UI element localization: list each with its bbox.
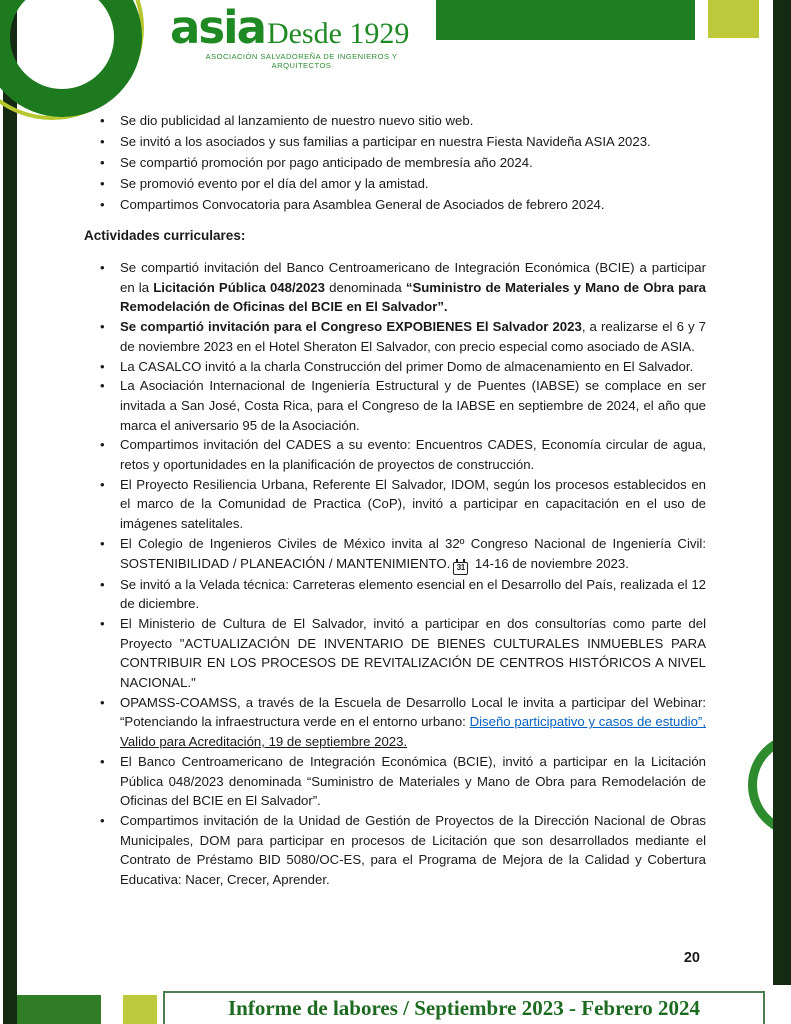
list-item: [84, 811, 706, 890]
text-segment: , a realizarse el 6 y 7 de noviembre 2023 en el Hotel Sheraton El Salvador, con precio especial como asociado de ASIA.: [120, 319, 706, 354]
list-item: [84, 357, 706, 377]
text-segment: El Banco Centroamericano de Integración Económica (BCIE), invitó a participar en la Licitación Pública 048/2023 denominada “Suministro de Materiales y Mano de Obra para Remodelación de Oficinas del BCIE en El Salvador”.: [120, 753, 706, 809]
text-segment: Se invitó a la Velada técnica: Carreteras elemento esencial en el Desarrollo del País, realizada el 12 de diciembre.: [120, 576, 706, 612]
list-item: [84, 752, 706, 811]
text-segment: Se compartió invitación para el Congreso EXPOBIENES El Salvador 2023: [120, 319, 582, 335]
list-item: [84, 614, 706, 693]
footer-title: Informe de labores / Septiembre 2023 - Febrero 2024: [227, 996, 701, 1020]
text-segment: Compartimos invitación del CADES a su evento: Encuentros CADES, Economía circular de agua, retos y oportunidades en la planificación de proyectos de construcción.: [120, 437, 706, 473]
logo-tagline: Desde 1929: [266, 17, 410, 50]
section-heading: Actividades curriculares:: [84, 228, 246, 243]
list-item: [84, 131, 706, 152]
webinar-link[interactable]: Diseño participativo y casos de estudio”,: [469, 714, 706, 730]
text-segment: Compartimos Convocatoria para Asamblea General de Asociados de febrero 2024.: [120, 197, 605, 212]
text-segment: “Suministro de Materiales y Mano de Obra para Remodelación de Oficinas del BCIE en El Salvador”.: [120, 279, 706, 315]
text-segment: La Asociación Internacional de Ingeniería Estructural y de Puentes (IABSE) se complace en ser invitada a San José, Costa Rica, para el Congreso de la IABSE en septiembre de 2024, el año que marca el aniversario 95 de la Asociación.: [120, 378, 706, 433]
page-number: 20: [683, 950, 700, 966]
text-segment: Se promovió evento por el día del amor y la amistad.: [120, 176, 429, 191]
text-segment: Se compartió promoción por pago anticipado de membresía año 2024.: [120, 155, 533, 170]
list-item: [84, 258, 706, 317]
list-item: [84, 575, 706, 614]
text-segment: denominada: [324, 279, 406, 295]
list-item: [84, 534, 706, 575]
intro-bullet-list: [84, 110, 706, 215]
list-item: [84, 110, 706, 131]
list-item: [84, 693, 706, 752]
activities-bullet-list: [84, 258, 706, 890]
text-segment: El Proyecto Resiliencia Urbana, Referente El Salvador, IDOM, según los procesos establecidos en el marco de la Comunidad de Practica (CoP), invitó a participar en capacitación en el uso de imágenes satelitales.: [120, 476, 706, 532]
text-segment: La CASALCO invitó a la charla Construcción del primer Domo de almacenamiento en El Salvador.: [120, 358, 694, 374]
list-item: [84, 435, 706, 474]
list-item: [84, 376, 706, 435]
left-edge-bar: [3, 0, 17, 1024]
top-green-rectangle: [436, 0, 695, 40]
text-segment: Compartimos invitación de la Unidad de Gestión de Proyectos de la Dirección Nacional de Obras Municipales, DOM para participar en procesos de Licitación que son desarrollados mediante el Contrato de Préstamo BID 5080/OC-ES, para el Programa de Mejora de la Calidad y Cobertura Educativa: Nacer, Crecer, Aprender.: [120, 812, 706, 888]
text-segment: 14-16 de noviembre 2023.: [471, 555, 629, 571]
list-item: [84, 173, 706, 194]
top-lime-square: [708, 0, 759, 38]
footer-lime-square: [123, 995, 157, 1024]
logo-wordmark: asia: [170, 1, 265, 54]
text-segment: Se dio publicidad al lanzamiento de nuestro nuevo sitio web.: [120, 113, 474, 128]
list-item: [84, 194, 706, 215]
text-segment: Valido para Acreditación, 19 de septiembre 2023.: [120, 734, 408, 750]
footer-green-rectangle: [17, 995, 101, 1024]
text-segment: El Ministerio de Cultura de El Salvador, invitó a participar en dos consultorías como parte del Proyecto "ACTUALIZACIÓN DE INVENTARIO DE BIENES CULTURALES INMUEBLES PARA CONTRIBUIR EN LOS PROCESOS DE REVITALIZACIÓN DE CENTROS HISTÓRICOS A NIVEL NACIONAL.": [120, 615, 706, 691]
text-segment: Se compartió invitación del Banco Centroamericano de Integración Económica (BCIE) a participar en la: [120, 260, 706, 295]
text-segment: El Colegio de Ingenieros Civiles de México invita al 32º Congreso Nacional de Ingeniería Civil: SOSTENIBILIDAD / PLANEACIÓN / MANTENIMIENTO.: [120, 535, 706, 571]
text-segment: Se invitó a los asociados y sus familias a participar en nuestra Fiesta Navideña ASIA 2023.: [120, 134, 651, 149]
text-segment: OPAMSS-COAMSS, a través de la Escuela de Desarrollo Local le invita a participar del Webinar: “Potenciando la infraestructura verde en el entorno urbano:: [120, 694, 706, 730]
list-item: [84, 475, 706, 534]
asia-logo: [170, 1, 419, 70]
logo-subtitle: ASOCIACIÓN SALVADOREÑA DE INGENIEROS Y ARQUITECTOS: [205, 52, 398, 70]
green-ring-decoration: [0, 0, 142, 117]
list-item: [84, 317, 706, 356]
right-edge-bar: [773, 0, 791, 985]
calendar-icon: 31: [453, 562, 468, 575]
list-item: [84, 152, 706, 173]
footer-banner: [163, 991, 765, 1024]
text-segment: Licitación Pública 048/2023: [153, 279, 325, 295]
